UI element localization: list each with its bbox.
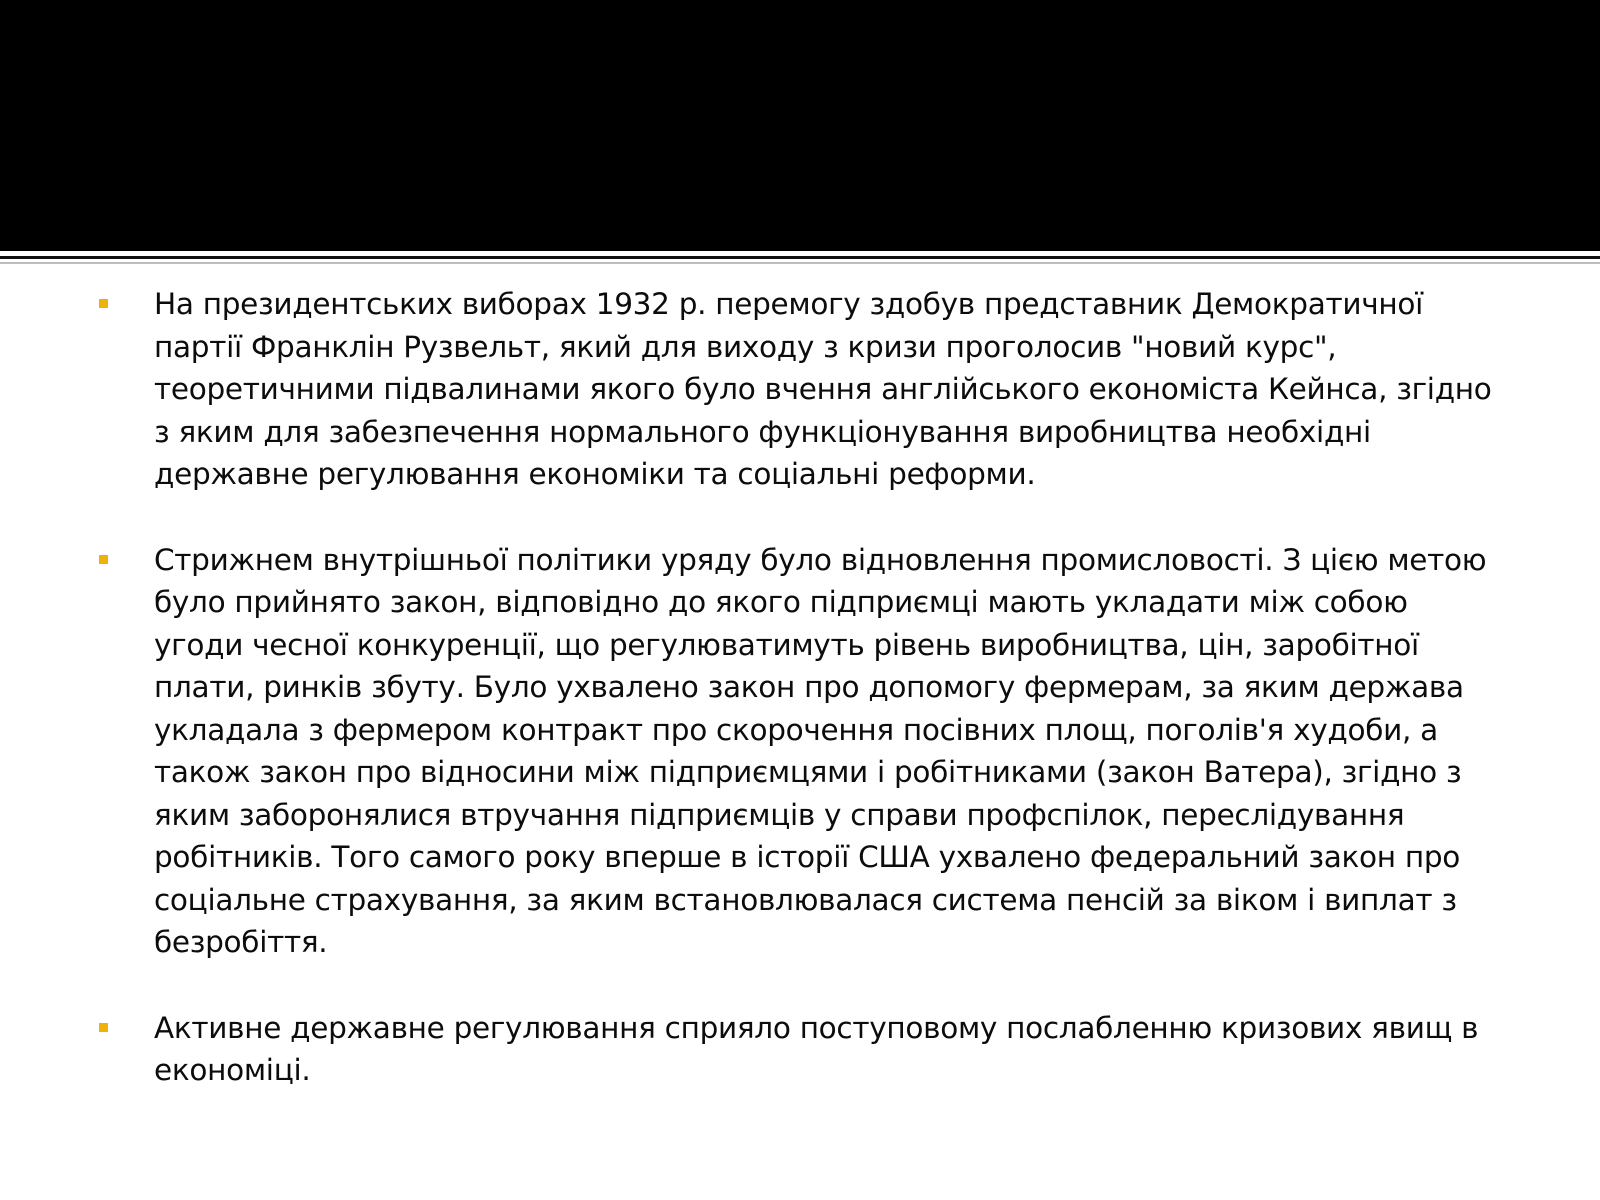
bullet-text: Активне державне регулювання сприяло поступовому послабленню кризових явищ в економіці. — [154, 1010, 1479, 1087]
bullet-item-3 — [96, 1007, 1496, 1092]
square-bullet-icon — [99, 299, 108, 308]
bullet-text: На президентських виборах 1932 р. перемогу здобув представник Демократичної партії Франклін Рузвельт, який для виходу з кризи проголосив "новий курс", теоретичними підвалинами якого було вчення англійського економіста Кейнса, згідно з яким для забезпечення нормального функціонування виробництва необхідні державне регулювання економіки та соціальні реформи. — [154, 287, 1492, 491]
title-divider-dark — [0, 256, 1600, 259]
title-divider-light — [0, 262, 1600, 264]
bullet-list — [96, 283, 1496, 1135]
bullet-item-1 — [96, 283, 1496, 496]
square-bullet-icon — [99, 1023, 108, 1032]
bullet-item-2 — [96, 539, 1496, 964]
square-bullet-icon — [99, 555, 108, 564]
bullet-text: Стрижнем внутрішньої політики уряду було відновлення промисловості. З цією метою було прийнято закон, відповідно до якого підприємці мають укладати між собою угоди чесної конкуренції, що регулюватимуть рівень виробництва, цін, заробітної плати, ринків збуту. Було ухвалено закон про допомогу фермерам, за яким держава укладала з фермером контракт про скорочення посівних площ, поголів'я худоби, а також закон про відносини між підприємцями і робітниками (закон Ватера), згідно з яким заборонялися втручання підприємців у справи профспілок, переслідування робітників. Того самого року вперше в історії США ухвалено федеральний закон про соціальне страхування, за яким встановлювалася система пенсій за віком і виплат з безробіття. — [154, 542, 1487, 959]
title-band — [0, 0, 1600, 251]
